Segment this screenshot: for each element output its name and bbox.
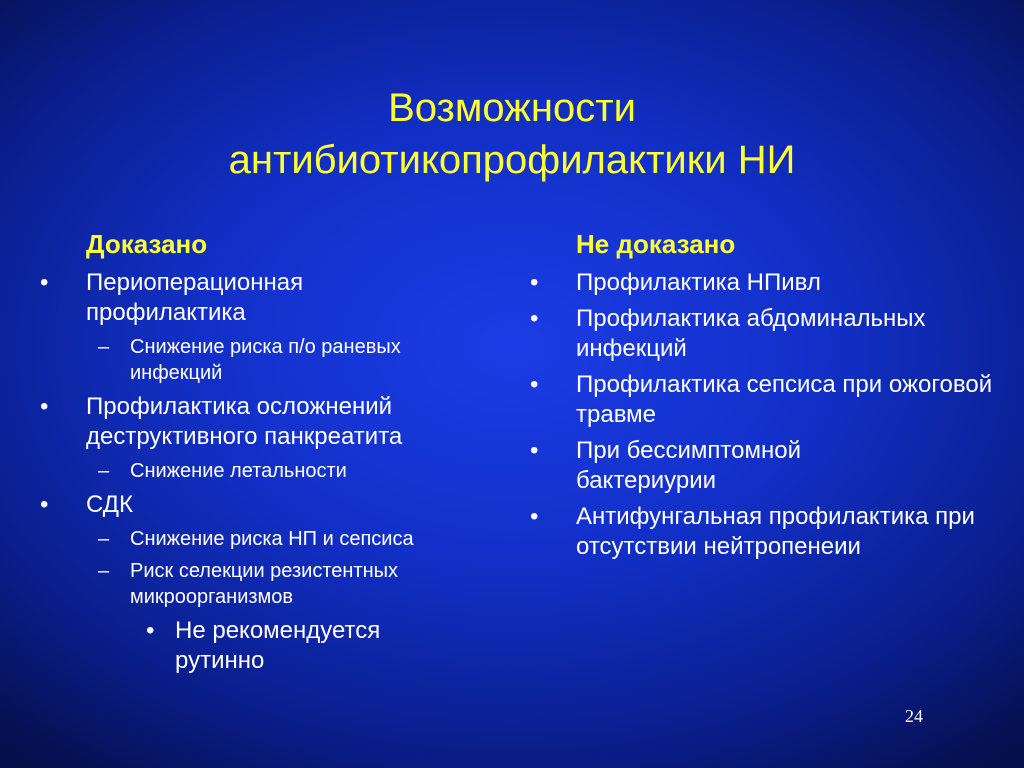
list-item xyxy=(530,268,1000,298)
dash-marker: – xyxy=(98,560,110,582)
list-item-text: Профилактика абдоминальных инфекций xyxy=(576,305,926,362)
bullet-marker: • xyxy=(40,393,49,420)
bullet-marker: • xyxy=(146,617,155,644)
slide-title xyxy=(0,82,1024,186)
not-proven-heading: Не доказано xyxy=(576,229,736,259)
dash-marker: – xyxy=(98,528,110,550)
list-subitem-text: Риск селекции резистентных микроорганизмов xyxy=(130,560,399,608)
list-item xyxy=(530,436,876,496)
list-item-text: Антифунгальная профилактика при отсутствии нейтропенеии xyxy=(576,503,975,560)
list-item-text: При бессимптомной бактериурии xyxy=(576,437,801,494)
bullet-marker: • xyxy=(530,371,539,398)
list-item xyxy=(530,370,996,430)
list-subitem xyxy=(40,526,550,552)
list-item-text: Периоперационная профилактика xyxy=(86,269,304,326)
bullet-marker: • xyxy=(530,437,539,464)
list-item xyxy=(40,392,526,452)
bullet-marker: • xyxy=(40,491,49,518)
list-subitem-text: Снижение летальности xyxy=(130,460,347,482)
list-item-text: Профилактика сепсиса при ожоговой травме xyxy=(576,371,993,428)
dash-marker: – xyxy=(98,460,110,482)
list-subitem xyxy=(40,334,470,386)
bullet-marker: • xyxy=(530,269,539,296)
list-subitem-text: Снижение риска п/о раневых инфекций xyxy=(130,336,401,384)
bullet-marker: • xyxy=(40,269,49,296)
bullet-marker: • xyxy=(530,503,539,530)
dash-marker: – xyxy=(98,336,110,358)
list-subsubitem-text: Не рекомендуется рутинно xyxy=(175,617,381,674)
list-subsubitem xyxy=(40,616,475,676)
list-item xyxy=(530,502,976,562)
list-subitem xyxy=(40,558,530,610)
page-number: 24 xyxy=(905,706,923,726)
not-proven-list xyxy=(530,268,1000,562)
list-item xyxy=(530,304,976,364)
list-item xyxy=(40,490,510,520)
bullet-marker: • xyxy=(530,305,539,332)
title-line-2: антибиотикопрофилактики НИ xyxy=(228,138,796,182)
proven-column xyxy=(40,228,510,682)
list-item-text: СДК xyxy=(86,491,134,518)
list-item xyxy=(40,268,386,328)
proven-list xyxy=(40,268,510,676)
list-item-text: Профилактика НПивл xyxy=(576,269,821,296)
list-subitem-text: Снижение риска НП и сепсиса xyxy=(130,528,414,550)
not-proven-column xyxy=(530,228,1000,568)
list-item-text: Профилактика осложнений деструктивного панкреатита xyxy=(86,393,403,450)
proven-heading: Доказано xyxy=(86,229,208,259)
title-line-1: Возможности xyxy=(388,86,636,130)
list-subitem xyxy=(40,458,510,484)
